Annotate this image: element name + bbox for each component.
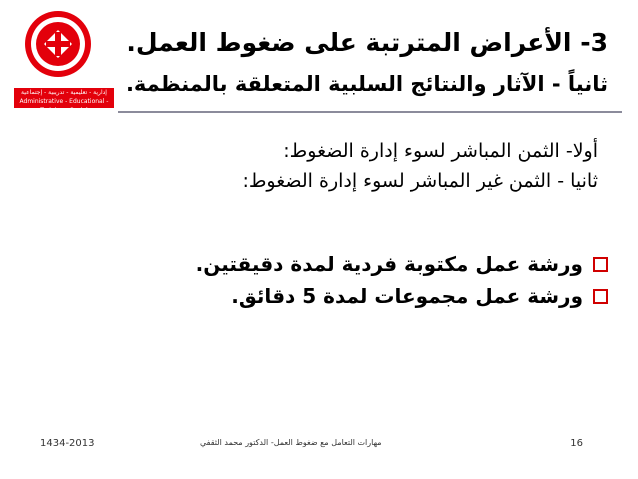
page-number: 16 xyxy=(570,438,583,449)
organization-logo-icon xyxy=(6,6,110,86)
organization-logo xyxy=(6,6,110,114)
body-line-indirect-cost: ثانيا - الثمن غير المباشر لسوء إدارة الضغوط: xyxy=(242,170,598,192)
bullet-item xyxy=(231,284,608,308)
logo-caption-ar: إدارية - تعليمية - تدريبية - إجتماعية xyxy=(21,89,107,96)
bullet-text: ورشة عمل مجموعات لمدة 5 دقائق. xyxy=(231,284,583,308)
footer-year: 1434-2013 xyxy=(40,438,95,449)
footer-title: مهارات التعامل مع ضغوط العمل- الدكتور محمد الثقفي xyxy=(200,438,382,447)
checkbox-bullet-icon xyxy=(593,289,608,304)
bullet-item xyxy=(196,252,608,276)
title-divider xyxy=(118,111,622,113)
slide-subtitle: ثانياً - الآثار والنتائج السلبية المتعلقة بالمنظمة. xyxy=(125,72,608,96)
logo-caption-en: Administrative - Educational - Training - Social xyxy=(19,98,109,114)
body-line-direct-cost: أولا- الثمن المباشر لسوء إدارة الضغوط: xyxy=(283,140,598,162)
slide-title: 3- الأعراض المترتبة على ضغوط العمل. xyxy=(126,28,608,57)
logo-caption xyxy=(14,88,114,114)
bullet-text: ورشة عمل مكتوبة فردية لمدة دقيقتين. xyxy=(195,252,583,276)
checkbox-bullet-icon xyxy=(593,257,608,272)
